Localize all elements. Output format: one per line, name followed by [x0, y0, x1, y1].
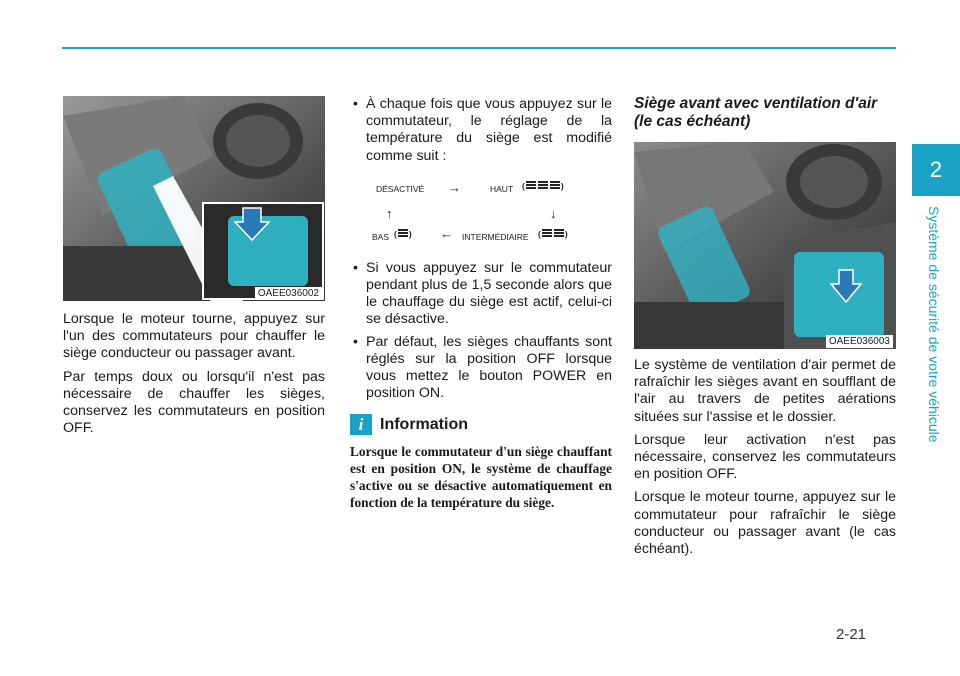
level-low-label: BAS — [372, 231, 390, 242]
paragraph: Lorsque le moteur tourne, appuyez sur l'un des commutateurs pour chauffer le siège conducteur ou passager avant. — [63, 311, 325, 362]
one-bar-icon — [397, 229, 409, 240]
paren: ( — [522, 180, 525, 191]
paragraph: Lorsque le moteur tourne, appuyez sur le commutateur pour rafraîchir le siège conducteur ou passager avant (le cas échéant). — [634, 489, 896, 558]
chapter-title: Système de sécurité de votre véhicule — [926, 206, 942, 443]
bullet: • — [353, 333, 358, 350]
arrow-up-icon: ↑ — [386, 205, 393, 221]
section-title: Siège avant avec ventilation d'air (le cas échéant) — [634, 95, 878, 130]
column-right — [634, 96, 896, 558]
arrow-left-icon: ← — [440, 225, 453, 241]
list-item — [350, 260, 612, 329]
paragraph: Le système de ventilation d'air permet de rafraîchir les sièges avant en soufflant de l'air au travers de petites aérations situées sur l'assise et le dossier. — [634, 357, 896, 425]
two-bars-icon — [541, 229, 565, 240]
level-low-indicator — [394, 229, 412, 240]
level-medium-indicator — [538, 229, 568, 240]
column-left — [63, 96, 325, 437]
heat-level-cycle-diagram — [350, 170, 612, 256]
list-item-text: Par défaut, les sièges chauffants sont réglés sur la position OFF lorsque vous mettez le bouton POWER en position ON. — [366, 333, 612, 402]
paragraph: Par temps doux ou lorsqu'il n'est pas nécessaire de chauffer les sièges, conservez les commutateurs en position OFF. — [63, 368, 325, 437]
image-code: OAEE036003 — [826, 335, 893, 348]
level-off-label: DÉSACTIVÉ — [376, 183, 425, 194]
level-medium-label: INTERMÉDIAIRE — [462, 231, 529, 242]
column-middle — [350, 96, 612, 511]
three-bars-icon — [525, 181, 561, 192]
heated-seat-switch-photo — [63, 96, 325, 301]
arrow-down-icon: ↓ — [550, 205, 557, 221]
bullet: • — [353, 96, 358, 112]
info-icon: i — [350, 414, 372, 435]
level-high-indicator — [522, 181, 564, 192]
list-item — [350, 334, 612, 403]
list-item-text: À chaque fois que vous appuyez sur le commutateur, le réglage de la température du siège est modifié comme suit : — [366, 96, 612, 164]
bullet: • — [353, 259, 358, 276]
paren: ) — [564, 228, 568, 239]
list-item — [350, 96, 612, 165]
arrow-right-icon: → — [448, 179, 461, 195]
information-header — [350, 414, 612, 435]
ventilated-seat-switch-photo — [634, 142, 896, 349]
information-body: Lorsque le commutateur d'un siège chauffant est en position ON, le système de chauffage s'active ou se désactive automatiquement en fonction de la température du siège. — [350, 444, 612, 511]
header-rule — [62, 47, 896, 49]
information-title: Information — [380, 415, 468, 433]
list-item-text: Si vous appuyez sur le commutateur pendant plus de 1,5 seconde alors que le chauffage du siège est actif, celui-ci se désactive. — [366, 259, 612, 328]
chapter-number-tab[interactable]: 2 — [912, 144, 960, 196]
paren: ( — [394, 228, 397, 239]
paren: ( — [538, 228, 541, 239]
paren: ) — [560, 180, 564, 191]
page-number: 2-21 — [836, 626, 867, 643]
paragraph: Lorsque leur activation n'est pas nécessaire, conservez les commutateurs en position OFF. — [634, 431, 896, 483]
paren: ) — [408, 228, 412, 239]
image-code: OAEE036002 — [255, 287, 322, 300]
level-high-label: HAUT — [490, 183, 514, 194]
